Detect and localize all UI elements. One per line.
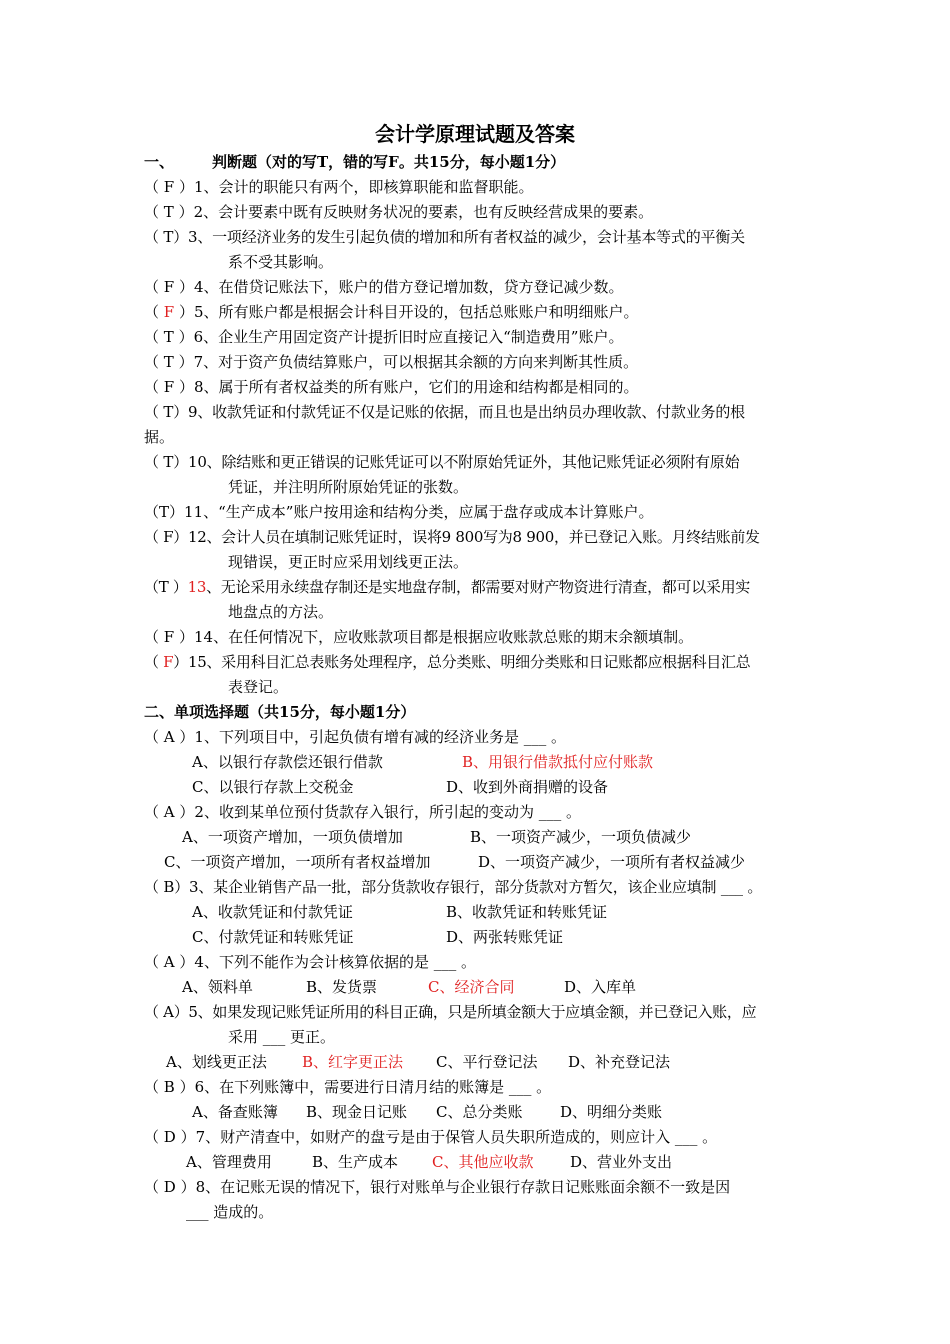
mc-6-option-c: C、总分类账 [436, 1103, 523, 1121]
tf-text: ）8、属于所有者权益类的所有账户，它们的用途和结构都是相同的。 [178, 378, 639, 396]
section-1-heading [144, 150, 814, 174]
document-title: 会计学原理试题及答案 [375, 122, 575, 146]
mc-answer: D [163, 1178, 176, 1196]
mc-5-option-d: D、补充登记法 [568, 1053, 671, 1071]
mc-item-7: （ D ）7、财产清查中，如财产的盘亏是由于保管人员失职所造成的，则应计入 ___ 。 [144, 1128, 718, 1146]
tf-text: ）6、企业生产用固定资产计提折旧时应直接记入“制造费用”账户。 [178, 328, 624, 346]
mc-4-option-c: C、经济合同 [428, 978, 515, 996]
mc-4-option-b: B、发货票 [306, 978, 378, 996]
section-1-title: 判断题（对的写T，错的写F。共15分，每小题1分） [212, 153, 566, 171]
tf-text: ）9、收款凭证和付款凭证不仅是记账的依据，而且也是出纳员办理收款、付款业务的根 [173, 403, 745, 421]
tf-item-9: （ T）9、收款凭证和付款凭证不仅是记账的依据，而且也是出纳员办理收款、付款业务的根 [144, 403, 745, 421]
mc-answer: A [163, 953, 175, 971]
mc-6-option-b: B、现金日记账 [306, 1103, 408, 1121]
tf-text: ）14、在任何情况下，应收账款项目都是根据应收账款总账的期末余额填制。 [178, 628, 694, 646]
mc-7-option-b: B、生产成本 [312, 1153, 399, 1171]
tf-answer: F [163, 528, 174, 546]
mc-2-option-a: A、一项资产增加，一项负债增加 [182, 828, 403, 846]
tf-item-6: （ T ）6、企业生产用固定资产计提折旧时应直接记入“制造费用”账户。 [144, 328, 624, 346]
mc-3-option-d: D、两张转账凭证 [446, 928, 564, 946]
mc-3-option-b: B、收款凭证和转账凭证 [446, 903, 608, 921]
mc-answer: A [163, 728, 175, 746]
tf-item-13-cont: 地盘点的方法。 [228, 603, 334, 621]
tf-answer: F [163, 653, 174, 671]
tf-answer: F [163, 378, 175, 396]
tf-item-3-cont: 系不受其影响。 [228, 253, 334, 271]
tf-text: ）12、会计人员在填制记账凭证时，误将9 800写为8 900，并已登记入账。月终结账前发 [173, 528, 760, 546]
mc-7-option-a: A、管理费用 [186, 1153, 272, 1171]
tf-item-14: （ F ）14、在任何情况下，应收账款项目都是根据应收账款总账的期末余额填制。 [144, 628, 694, 646]
section-2-heading: 二、单项选择题（共15分，每小题1分） [144, 703, 416, 721]
mc-2-option-b: B、一项资产减少，一项负债减少 [470, 828, 692, 846]
tf-item-7: （ T ）7、对于资产负债结算账户，可以根据其余额的方向来判断其性质。 [144, 353, 639, 371]
tf-item-9-cont: 据。 [144, 428, 175, 446]
mc-4-option-d: D、入库单 [564, 978, 637, 996]
tf-text: ）5、所有账户都是根据会计科目开设的，包括总账账户和明细账户。 [178, 303, 639, 321]
mc-item-5: （ A）5、如果发现记账凭证所用的科目正确，只是所填金额大于应填金额，并已登记入账，应 [144, 1003, 757, 1021]
tf-text: ）10、除结账和更正错误的记账凭证可以不附原始凭证外，其他记账凭证必须附有原始 [173, 453, 740, 471]
tf-text: ）2、会计要素中既有反映财务状况的要素，也有反映经营成果的要素。 [178, 203, 654, 221]
tf-item-15: （ F）15、采用科目汇总表账务处理程序，总分类账、明细分类账和日记账都应根据科目汇总 [144, 653, 751, 671]
tf-text: ）4、在借贷记账法下，账户的借方登记增加数，贷方登记减少数。 [178, 278, 624, 296]
tf-item-3: （ T）3、一项经济业务的发生引起负债的增加和所有者权益的减少，会计基本等式的平衡关 [144, 228, 745, 246]
mc-item-1: （ A ）1、下列项目中，引起负债有增有减的经济业务是 ___ 。 [144, 728, 566, 746]
tf-text: ）3、一项经济业务的发生引起负债的增加和所有者权益的减少，会计基本等式的平衡关 [173, 228, 745, 246]
mc-item-6: （ B ）6、在下列账簿中，需要进行日清月结的账簿是 ___ 。 [144, 1078, 552, 1096]
tf-answer: T [163, 328, 174, 346]
mc-item-8-cont: ___ 造成的。 [186, 1203, 274, 1221]
tf-answer: F [163, 278, 175, 296]
mc-6-option-d: D、明细分类账 [560, 1103, 663, 1121]
tf-item-4: （ F ）4、在借贷记账法下，账户的借方登记增加数，贷方登记减少数。 [144, 278, 624, 296]
tf-answer: T [159, 503, 170, 521]
mc-2-option-d: D、一项资产减少，一项所有者权益减少 [478, 853, 746, 871]
mc-stem: ）4、下列不能作为会计核算依据的是 ___ 。 [179, 953, 476, 971]
tf-answer: T [163, 353, 174, 371]
mc-item-4: （ A ）4、下列不能作为会计核算依据的是 ___ 。 [144, 953, 476, 971]
tf-item-12: （ F）12、会计人员在填制记账凭证时，误将9 800写为8 900，并已登记入账。月终结账前发 [144, 528, 760, 546]
mc-7-option-d: D、营业外支出 [570, 1153, 673, 1171]
section-1-number: 一、 [144, 153, 175, 171]
tf-answer: T [163, 228, 174, 246]
mc-5-option-c: C、平行登记法 [436, 1053, 538, 1071]
tf-item-11: （T）11、“生产成本”账户按用途和结构分类，应属于盘存或成本计算账户。 [144, 503, 654, 521]
mc-item-5-cont: 采用 ___ 更正。 [228, 1028, 336, 1046]
tf-text: ）1、会计的职能只有两个，即核算职能和监督职能。 [178, 178, 534, 196]
mc-answer: D [163, 1128, 176, 1146]
tf-item-10: （ T）10、除结账和更正错误的记账凭证可以不附原始凭证外，其他记账凭证必须附有原始 [144, 453, 740, 471]
tf-item-5: （ F ）5、所有账户都是根据会计科目开设的，包括总账账户和明细账户。 [144, 303, 639, 321]
mc-6-option-a: A、备查账簿 [192, 1103, 278, 1121]
mc-stem: ）5、如果发现记账凭证所用的科目正确，只是所填金额大于应填金额，并已登记入账，应 [173, 1003, 757, 1021]
mc-5-option-b: B、红字更正法 [302, 1053, 404, 1071]
tf-item-8: （ F ）8、属于所有者权益类的所有账户，它们的用途和结构都是相同的。 [144, 378, 639, 396]
mc-answer: B [163, 878, 175, 896]
mc-stem: ）1、下列项目中，引起负债有增有减的经济业务是 ___ 。 [179, 728, 566, 746]
tf-answer: T [163, 203, 174, 221]
mc-item-2: （ A ）2、收到某单位预付货款存入银行，所引起的变动为 ___ 。 [144, 803, 581, 821]
mc-answer: A [163, 803, 175, 821]
mc-stem: ）6、在下列账簿中，需要进行日清月结的账簿是 ___ 。 [179, 1078, 552, 1096]
mc-1-option-c: C、以银行存款上交税金 [192, 778, 354, 796]
tf-item-2: （ T ）2、会计要素中既有反映财务状况的要素，也有反映经营成果的要素。 [144, 203, 654, 221]
mc-1-option-a: A、以银行存款偿还银行借款 [192, 753, 383, 771]
mc-3-option-a: A、收款凭证和付款凭证 [192, 903, 353, 921]
mc-answer: B [163, 1078, 175, 1096]
tf-item-13: （T ）13、无论采用永续盘存制还是实地盘存制，都需要对财产物资进行清查，都可以采用实 [144, 578, 750, 596]
tf-answer: F [163, 178, 175, 196]
tf-answer: F [163, 303, 175, 321]
tf-answer: T [158, 578, 169, 596]
mc-stem: ）8、在记账无误的情况下，银行对账单与企业银行存款日记账账面余额不一致是因 [180, 1178, 731, 1196]
tf-item-15-cont: 表登记。 [228, 678, 289, 696]
tf-item-1: （ F ）1、会计的职能只有两个，即核算职能和监督职能。 [144, 178, 534, 196]
tf-answer: T [163, 403, 174, 421]
mc-stem: ）7、财产清查中，如财产的盘亏是由于保管人员失职所造成的，则应计入 ___ 。 [180, 1128, 718, 1146]
mc-3-option-c: C、付款凭证和转账凭证 [192, 928, 354, 946]
mc-2-option-c: C、一项资产增加，一项所有者权益增加 [164, 853, 431, 871]
tf-number: 13 [187, 578, 207, 596]
mc-7-option-c: C、其他应收款 [432, 1153, 534, 1171]
tf-text: ）7、对于资产负债结算账户，可以根据其余额的方向来判断其性质。 [178, 353, 639, 371]
mc-item-8: （ D ）8、在记账无误的情况下，银行对账单与企业银行存款日记账账面余额不一致是因 [144, 1178, 731, 1196]
tf-text: ）11、“生产成本”账户按用途和结构分类，应属于盘存或成本计算账户。 [169, 503, 654, 521]
mc-5-option-a: A、划线更正法 [166, 1053, 267, 1071]
tf-text: 、无论采用永续盘存制还是实地盘存制，都需要对财产物资进行清查，都可以采用实 [206, 578, 750, 596]
mc-4-option-a: A、领料单 [182, 978, 253, 996]
tf-text: ）15、采用科目汇总表账务处理程序，总分类账、明细分类账和日记账都应根据科目汇总 [173, 653, 751, 671]
mc-item-3: （ B）3、某企业销售产品一批，部分货款收存银行，部分货款对方暂欠，该企业应填制 ___ 。 [144, 878, 763, 896]
tf-item-10-cont: 凭证，并注明所附原始凭证的张数。 [228, 478, 469, 496]
tf-item-12-cont: 现错误，更正时应采用划线更正法。 [228, 553, 469, 571]
mc-1-option-d: D、收到外商捐赠的设备 [446, 778, 609, 796]
mc-stem: ）3、某企业销售产品一批，部分货款收存银行，部分货款对方暂欠，该企业应填制 ___ 。 [174, 878, 763, 896]
mc-stem: ）2、收到某单位预付货款存入银行，所引起的变动为 ___ 。 [179, 803, 581, 821]
mc-1-option-b: B、用银行借款抵付应付账款 [462, 753, 654, 771]
mc-answer: A [163, 1003, 174, 1021]
tf-answer: F [163, 628, 175, 646]
tf-answer: T [163, 453, 174, 471]
